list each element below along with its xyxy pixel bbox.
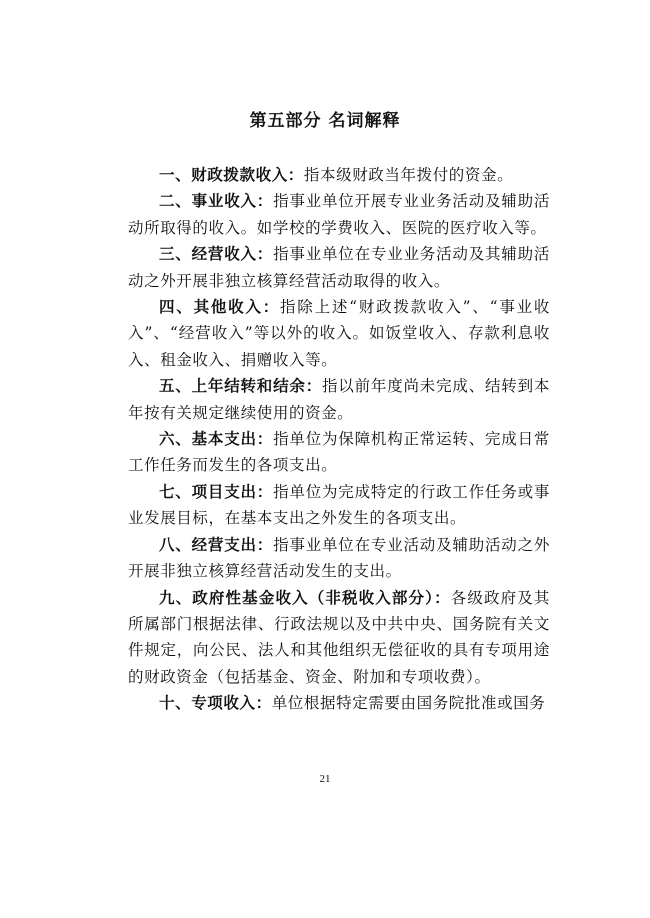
definition-body: 指单位为完成特定的行政工作任务或事业发展目标，在基本支出之外发生的各项支出。 (128, 482, 551, 528)
definition-term: 九、政府性基金收入（非税收入部分）： (159, 588, 451, 607)
definition-term: 七、项目支出： (159, 482, 274, 501)
definitions-list (128, 162, 550, 717)
definition-item (128, 479, 550, 532)
definition-body: 指事业单位在专业活动及辅助活动之外开展非独立核算经营活动发生的支出。 (128, 535, 551, 581)
definition-body: 单位根据特定需要由国务院批准或国务 (271, 694, 546, 713)
definition-term: 四、其他收入： (159, 298, 281, 317)
definition-item (128, 188, 550, 241)
page-title: 第五部分 名词解释 (249, 111, 401, 131)
definition-term: 八、经营支出： (159, 535, 274, 554)
definition-term: 五、上年结转和结余： (159, 377, 322, 396)
definition-item (128, 241, 550, 294)
definition-body: 指事业单位开展专业业务活动及辅助活动所取得的收入。如学校的学费收入、医院的医疗收入等。 (128, 192, 551, 237)
definition-body: 各级政府及其所属部门根据法律、行政法规以及中共中央、国务院有关文件规定，向公民、法人和其他组织无偿征收的具有专项用途的财政资金（包括基金、资金、附加和专项收费）。 (128, 588, 550, 686)
definition-item (128, 426, 550, 479)
definition-term: 二、事业收入： (159, 192, 274, 211)
definition-body: 指本级财政当年拨付的资金。 (303, 166, 514, 184)
definition-item (128, 162, 550, 188)
definition-item (128, 294, 550, 373)
definition-term: 一、财政拨款收入： (159, 166, 304, 184)
definition-term: 三、经营收入： (159, 245, 274, 264)
definition-item (128, 690, 550, 716)
definition-term: 六、基本支出： (159, 430, 274, 449)
definition-term: 十、专项收入： (159, 694, 272, 713)
page-number: 21 (319, 773, 331, 785)
definition-body: 指单位为保障机构正常运转、完成日常工作任务而发生的各项支出。 (128, 430, 551, 475)
definition-item (128, 373, 550, 426)
definition-body: 指以前年度尚未完成、结转到本年按有关规定继续使用的资金。 (128, 377, 550, 422)
definition-item (128, 532, 550, 585)
definition-item (128, 585, 550, 691)
definition-body: 指除上述“财政拨款收入”、“事业收入”、“经营收入”等以外的收入。如饭堂收入、存款利息收入、租金收入、捐赠收入等。 (128, 298, 550, 369)
definition-body: 指事业单位在专业业务活动及其辅助活动之外开展非独立核算经营活动取得的收入。 (128, 245, 551, 290)
